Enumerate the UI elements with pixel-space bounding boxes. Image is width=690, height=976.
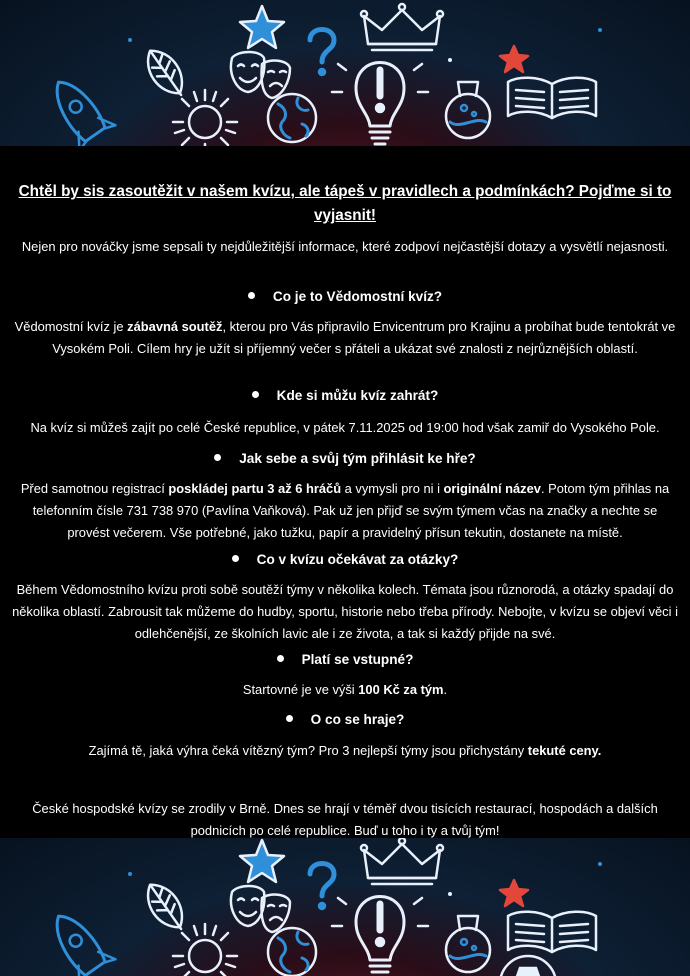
bottom-banner (0, 838, 690, 976)
bullet-icon (214, 454, 221, 461)
page-title: Chtěl by sis zasoutěžit v našem kvízu, ale tápeš v pravidlech a podmínkách? Pojďme si to vyjasnit! (18, 183, 672, 224)
bullet-icon (252, 391, 259, 398)
section-heading: Kde si můžu kvíz zahrát? (12, 385, 678, 407)
footer-text: České hospodské kvízy se zrodily v Brně. Dnes se hrají v téměř dvou tisících restaurací, hospodách a dalších podnicích po celé republice. Buď u toho i ty a tvůj tým! (32, 801, 658, 838)
text-run: a vymysli pro ni i (341, 481, 444, 496)
text-run: Před samotnou registrací (20, 481, 169, 496)
bold-text: poskládej partu 3 až 6 hráčů (168, 481, 342, 496)
section-heading: Jak sebe a svůj tým přihlásit ke hře? (12, 448, 678, 470)
top-banner (0, 0, 690, 146)
text-run: . (443, 682, 448, 697)
bullet-icon (277, 655, 284, 662)
bold-text: tekuté ceny. (527, 743, 602, 758)
bullet-icon (232, 555, 239, 562)
text-run: Na kvíz si můžeš zajít po celé České republice, v pátek 7.11.2025 od 19:00 hod však zamiř do Vysokého Pole. (30, 420, 660, 435)
section-heading: O co se hraje? (12, 709, 678, 731)
section-heading: Co je to Vědomostní kvíz? (12, 286, 678, 308)
section-text (12, 417, 678, 439)
section-text (12, 740, 678, 762)
text-run: Zajímá tě, jaká výhra čeká vítězný tým? Pro 3 nejlepší týmy jsou přichystány (88, 743, 528, 758)
section-text (12, 679, 678, 701)
text-run: Vědomostní kvíz je (14, 319, 128, 334)
text-run: , kterou pro Vás připravilo Envicentrum pro Krajinu a probíhat bude tentokrát ve Vysokém Poli. Cílem hry je užít si příjemný večer s přáteli a ukázat své znalosti z nejrůznějších oblastí. (52, 319, 676, 356)
text-run: . Potom tým přihlas na telefonním čísle 731 738 970 (Pavlína Vaňková). Pak už jen přijď se svým týmem včas na značky a nechte se provést večerem. Vše potřebné, jako tužku, papír a pravidelný přísun tekutin, dostanete na místě. (32, 481, 670, 540)
text-run: Startovné je ve výši (242, 682, 359, 697)
section-text (12, 478, 678, 544)
section-text (12, 579, 678, 645)
soccer-ball-icon (500, 956, 556, 976)
text-run: Během Vědomostního kvízu proti sobě soutěží týmy v několika kolech. Témata jsou různorodá, a otázky spadají do několika oblastí. Zabrousit tak můžeme do hudby, sportu, historie nebo třeba přírody. Nebojte, v kvízu se objeví věci i odlehčenější, ze školních lavic ale i ze života, a tak si každý přijde na své. (12, 582, 678, 641)
bullet-icon (286, 715, 293, 722)
section-heading: Co v kvízu očekávat za otázky? (12, 549, 678, 571)
info-content (0, 146, 690, 838)
intro-text: Nejen pro nováčky jsme sepsali ty nejdůležitější informace, které zodpoví nejčastější dotazy a vysvětlí nejasnosti. (21, 239, 669, 254)
bold-text: zábavná soutěž (127, 319, 223, 334)
section-heading: Platí se vstupné? (12, 649, 678, 671)
section-text (12, 316, 678, 360)
bold-text: originální název (443, 481, 541, 496)
bullet-icon (248, 292, 255, 299)
bold-text: 100 Kč za tým (358, 682, 444, 697)
